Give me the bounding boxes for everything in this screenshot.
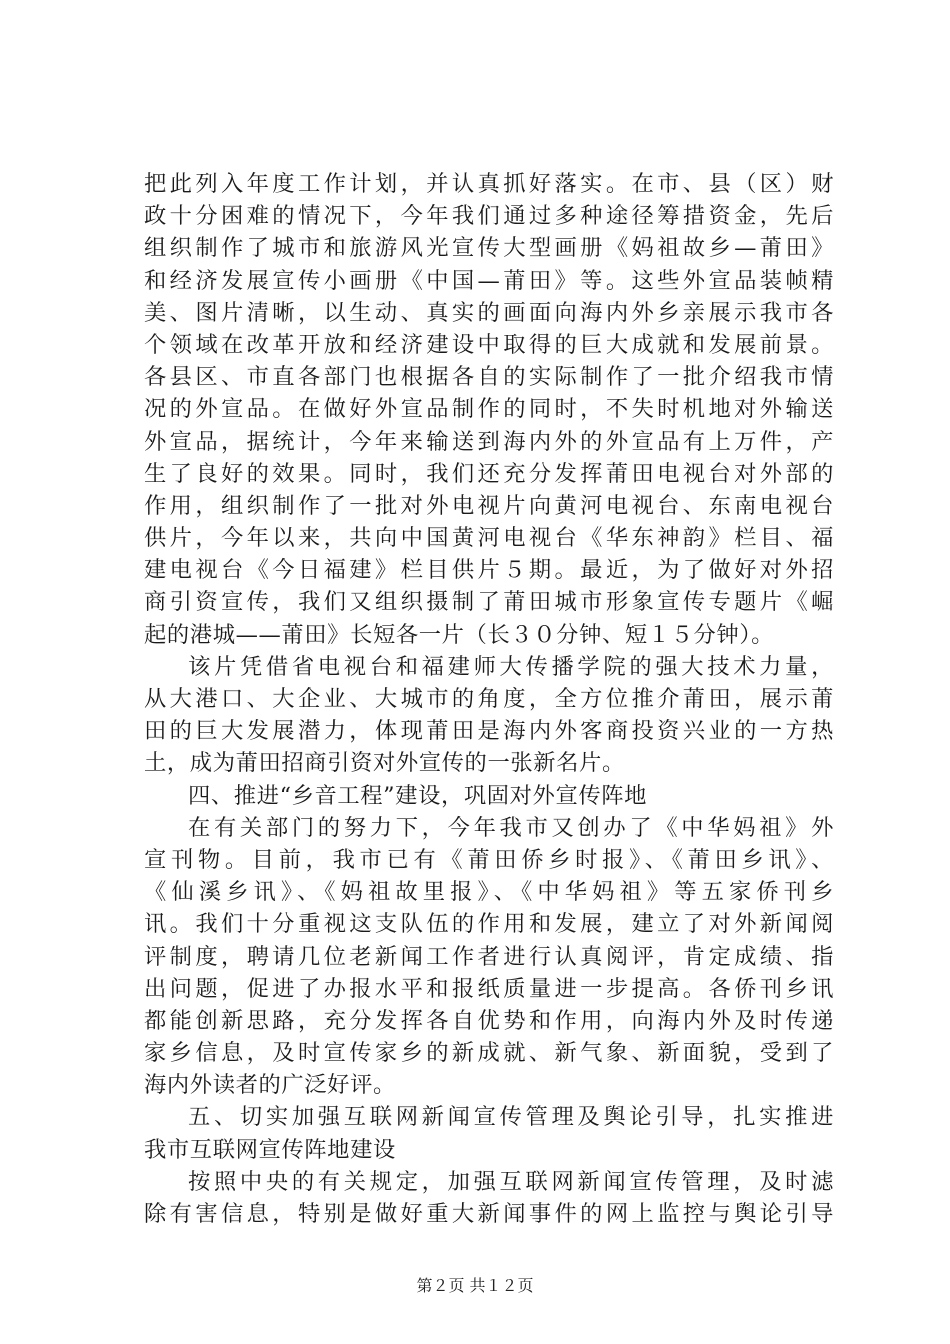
text-line: 宣刊物。目前，我市已有《莆田侨乡时报》、《莆田乡讯》、: [144, 846, 834, 873]
text-line: 美、图片清晰，以生动、真实的画面向海内外乡亲展示我市各: [144, 299, 834, 326]
text-line: 建电视台《今日福建》栏目供片５期。最近，为了做好对外招: [144, 557, 834, 584]
section-heading-5-continued: 我市互联网宣传阵地建设: [144, 1136, 396, 1163]
text-line: 政十分困难的情况下，今年我们通过多种途径筹措资金，先后: [144, 203, 834, 230]
paragraph-first-line: 在有关部门的努力下，今年我市又创办了《中华妈祖》外: [188, 814, 834, 841]
text-line: 外宣品，据统计，今年来输送到海内外的外宣品有上万件，产: [144, 428, 834, 455]
text-line: 从大港口、大企业、大城市的角度，全方位推介莆田，展示莆: [144, 686, 834, 712]
text-line: 作用，组织制作了一批对外电视片向黄河电视台、东南电视台: [144, 492, 834, 519]
paragraph-first-line: 按照中央的有关规定，加强互联网新闻宣传管理，及时滤: [188, 1168, 834, 1195]
text-line: 生了良好的效果。同时，我们还充分发挥莆田电视台对外部的: [144, 460, 834, 487]
text-line: 出问题，促进了办报水平和报纸质量进一步提高。各侨刊乡讯: [144, 975, 834, 1002]
text-line: 田的巨大发展潜力，体现莆田是海内外客商投资兴业的一方热: [144, 718, 834, 745]
text-line: 《仙溪乡讯》、《妈祖故里报》、《中华妈祖》等五家侨刊乡: [144, 879, 834, 906]
text-line: 供片，今年以来，共向中国黄河电视台《华东神韵》栏目、福: [144, 525, 834, 552]
section-heading-4: 四、推进“乡音工程”建设，巩固对外宣传阵地: [188, 782, 648, 809]
text-line: 组织制作了城市和旅游风光宣传大型画册《妈祖故乡—莆田》: [144, 235, 834, 262]
text-line: 况的外宣品。在做好外宣品制作的同时，不失时机地对外输送: [144, 396, 834, 423]
text-line: 土，成为莆田招商引资对外宣传的一张新名片。: [144, 750, 625, 777]
text-line: 家乡信息，及时宣传家乡的新成就、新气象、新面貌，受到了: [144, 1040, 834, 1067]
document-body: [144, 168, 834, 1230]
text-line: 各县区、市直各部门也根据各自的实际制作了一批介绍我市情: [144, 364, 834, 391]
text-line: 把此列入年度工作计划，并认真抓好落实。在市、县（区）财: [144, 171, 834, 197]
text-line: 评制度，聘请几位老新闻工作者进行认真阅评，肯定成绩、指: [144, 943, 834, 970]
page-number-footer: 第２页 共１２页: [416, 1276, 534, 1295]
text-line: 都能创新思路，充分发挥各自优势和作用，向海内外及时传递: [144, 1007, 834, 1034]
text-line: 起的港城——莆田》长短各一片（长３０分钟、短１５分钟）。: [144, 621, 774, 648]
text-line: 讯。我们十分重视这支队伍的作用和发展，建立了对外新闻阅: [144, 911, 834, 938]
text-line: 除有害信息，特别是做好重大新闻事件的网上监控与舆论引导: [144, 1201, 834, 1227]
section-heading-5: 五、切实加强互联网新闻宣传管理及舆论引导，扎实推进: [188, 1104, 834, 1131]
paragraph-first-line: 该片凭借省电视台和福建师大传播学院的强大技术力量，: [188, 653, 834, 680]
text-line: 和经济发展宣传小画册《中国—莆田》等。这些外宣品装帧精: [144, 267, 834, 294]
text-line: 商引资宣传，我们又组织摄制了莆田城市形象宣传专题片《崛: [144, 589, 834, 616]
text-line: 个领域在改革开放和经济建设中取得的巨大成就和发展前景。: [144, 331, 834, 358]
text-line: 海内外读者的广泛好评。: [144, 1072, 396, 1099]
